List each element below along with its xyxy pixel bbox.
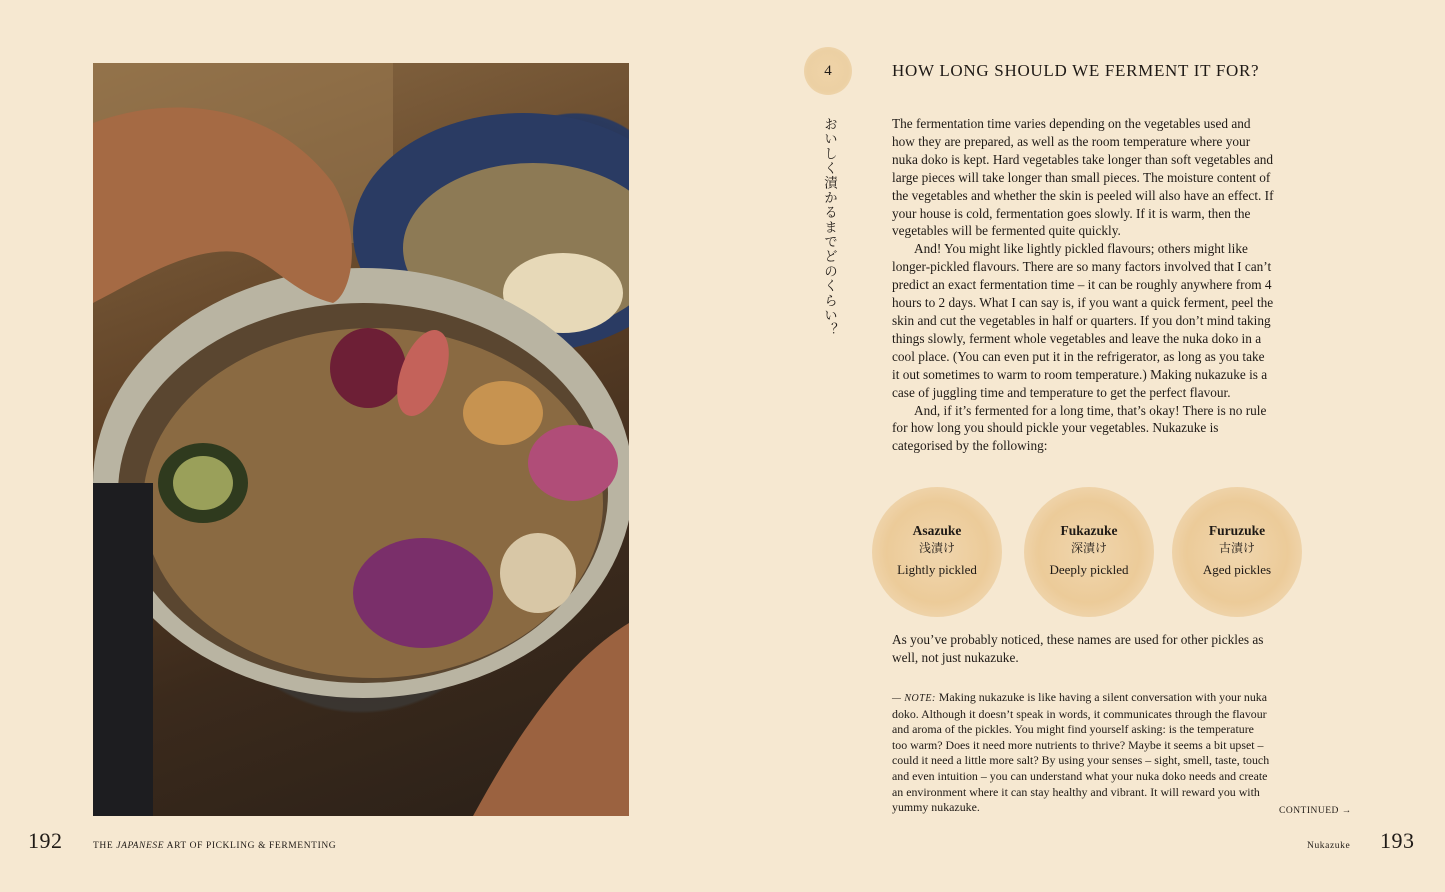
category-name: Fukazuke [1060, 523, 1118, 538]
category-name: Asazuke [912, 523, 962, 538]
body-text [892, 115, 1275, 455]
page-number-right: 193 [1380, 828, 1415, 853]
section-heading: HOW LONG SHOULD WE FERMENT IT FOR? [892, 61, 1260, 80]
continued-link[interactable]: CONTINUED → [1279, 806, 1352, 816]
step-number: 4 [824, 62, 832, 79]
note-label: — NOTE: [892, 693, 936, 704]
page-number-left: 192 [28, 828, 63, 853]
category-description: Lightly pickled [897, 562, 977, 577]
category-japanese: 浅漬け [918, 541, 955, 555]
category-asazuke [872, 487, 1002, 617]
nukazuke-photo [93, 63, 629, 816]
category-description: Aged pickles [1202, 562, 1272, 577]
category-japanese: 深漬け [1070, 541, 1107, 555]
running-head-right: Nukazuke [1307, 841, 1351, 851]
running-head-left [93, 841, 336, 851]
category-fukazuke [1024, 487, 1154, 617]
photo-illustration [93, 63, 629, 816]
running-head-suffix: ART OF PICKLING & FERMENTING [164, 841, 337, 851]
paragraph: And, if it’s fermented for a long time, that’s okay! There is no rule for how long you should pickle your vegetables. Nukazuke is categorised by the following: [892, 402, 1267, 454]
paragraph: The fermentation time varies depending on the vegetables used and how they are prepared, as well as the room temperature where your nuka doko is kept. Hard vegetables take longer than soft vegetables and large pieces will take longer than small pieces. The moisture content of the vegetables and whether the skin is peeled will also have an effect. If your house is cold, fermentation goes slowly. If it is warm, then the vegetables will be fermented quite quickly. [892, 116, 1274, 239]
step-number-badge [804, 47, 852, 95]
category-name: Furuzuke [1208, 523, 1266, 538]
japanese-vertical-title: おいしく漬かるまでどのくらい？ [821, 117, 837, 338]
note-text: Making nukazuke is like having a silent conversation with your nuka doko. Although it doesn’t speak in words, it communicates through the flavour and aroma of the pickles. You might find yourself asking: is the temperature too warm? Does it need more nutrients to thrive? Maybe it seems a bit upset – could it need a little more salt? By using your senses – sight, smell, taste, touch and even intuition – you can understand what your nuka doko needs and create an environment where it can stay healthy and vibrant. It will reward you with yummy nukazuke. [892, 690, 1270, 815]
note-block [892, 690, 1272, 816]
category-japanese: 古漬け [1218, 541, 1255, 555]
category-furuzuke [1172, 487, 1302, 617]
running-head-italic: JAPANESE [116, 841, 165, 851]
after-categories-text: As you’ve probably noticed, these names are used for other pickles as well, not just nukazuke. [892, 632, 1264, 665]
running-head-prefix: THE [93, 841, 117, 851]
category-description: Deeply pickled [1049, 562, 1129, 577]
paragraph: And! You might like lightly pickled flavours; others might like longer-pickled flavours. There are so many factors involved that I can’t predict an exact fermentation time – it can be roughly anywhere from 4 hours to 2 days. What I can say is, if you want a quick ferment, peel the skin and cut the vegetables in half or quarters. If you don’t mind taking things slowly, ferment whole vegetables and leave the nuka doko in a cool place. (You can even put it in the refrigerator, as long as you take it out sometimes to warm to room temperature.) Making nukazuke is a case of juggling time and temperature to get the perfect flavour. [892, 241, 1274, 400]
